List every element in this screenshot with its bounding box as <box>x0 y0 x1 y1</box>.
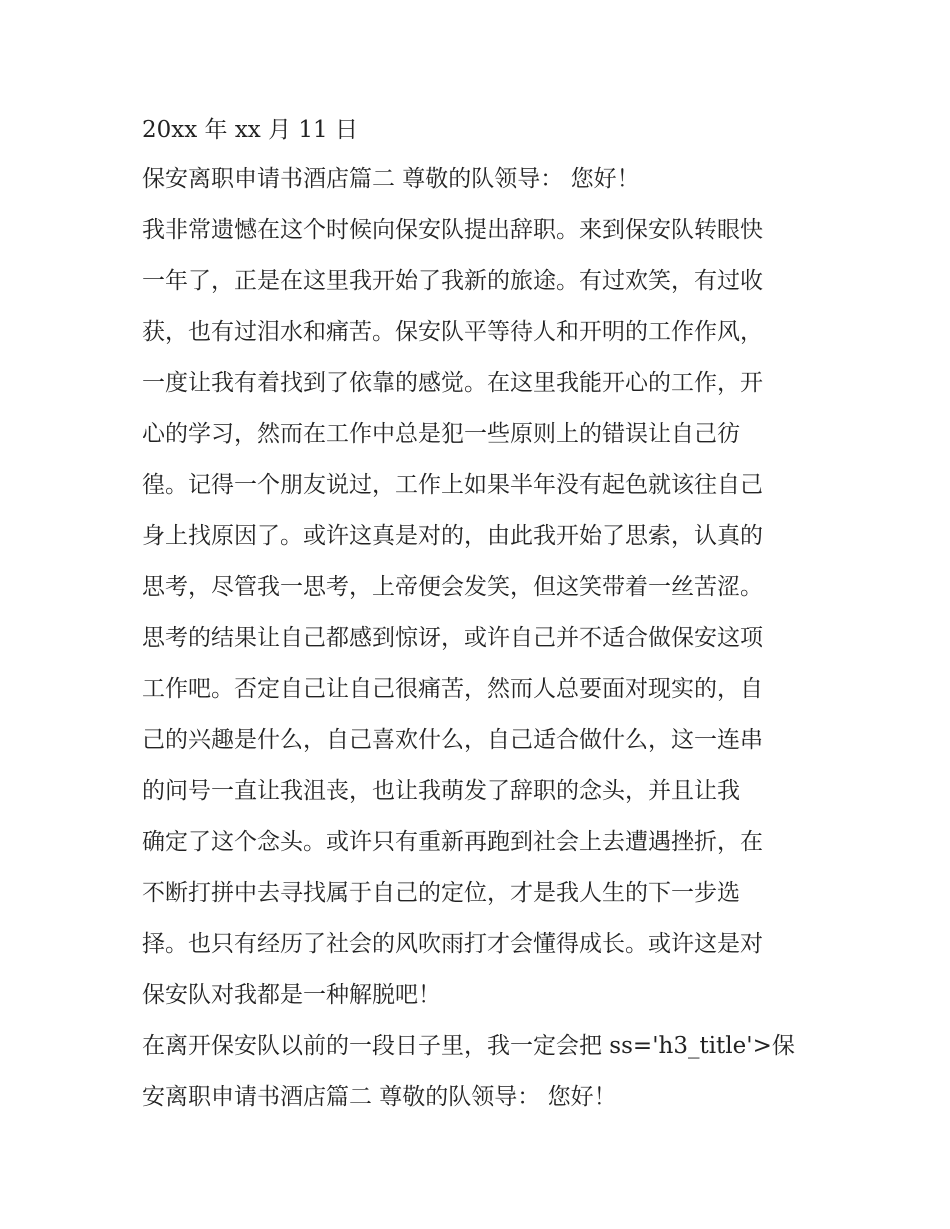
paragraph-line: 徨。记得一个朋友说过，工作上如果半年没有起色就该往自己 <box>142 472 763 498</box>
paragraph-line: 己的兴趣是什么，自己喜欢什么，自己适合做什么，这一连串 <box>142 727 763 753</box>
paragraph-line: 确定了这个念头。或许只有重新再跑到社会上去遭遇挫折，在 <box>142 829 763 855</box>
paragraph-line: 思考的结果让自己都感到惊讶，或许自己并不适合做保安这项 <box>142 625 763 651</box>
paragraph-line: 一年了，正是在这里我开始了我新的旅途。有过欢笑，有过收 <box>142 268 763 294</box>
document-body <box>142 106 814 1123</box>
paragraph-line: 保安队对我都是一种解脱吧！ <box>142 982 441 1008</box>
paragraph-line: 不断打拼中去寻找属于自己的定位，才是我人生的下一步选 <box>142 880 740 906</box>
paragraph-line: 心的学习，然而在工作中总是犯一些原则上的错误让自己彷 <box>142 421 740 447</box>
paragraph-line: 工作吧。否定自己让自己很痛苦，然而人总要面对现实的，自 <box>142 676 763 702</box>
paragraph-line: 一度让我有着找到了依靠的感觉。在这里我能开心的工作，开 <box>142 370 763 396</box>
paragraph-line: 身上找原因了。或许这真是对的，由此我开始了思索，认真的 <box>142 523 763 549</box>
date-line: 20xx 年 xx 月 11 日 <box>142 117 358 143</box>
paragraph-line: 获，也有过泪水和痛苦。保安队平等待人和开明的工作作风， <box>142 319 763 345</box>
heading-line: 保安离职申请书酒店篇二 尊敬的队领导： 您好！ <box>142 166 640 192</box>
paragraph-line: 的问号一直让我沮丧，也让我萌发了辞职的念头，并且让我 <box>142 778 740 804</box>
paragraph-line: 思考，尽管我一思考，上帝便会发笑，但这笑带着一丝苦涩。 <box>142 574 763 600</box>
paragraph-line: 在离开保安队以前的一段日子里，我一定会把 ss='h3_title'>保 <box>142 1033 795 1059</box>
paragraph-line: 我非常遗憾在这个时候向保安队提出辞职。来到保安队转眼快 <box>142 217 763 243</box>
paragraph-line: 安离职申请书酒店篇二 尊敬的队领导： 您好！ <box>142 1084 617 1110</box>
paragraph-line: 择。也只有经历了社会的风吹雨打才会懂得成长。或许这是对 <box>142 931 763 957</box>
